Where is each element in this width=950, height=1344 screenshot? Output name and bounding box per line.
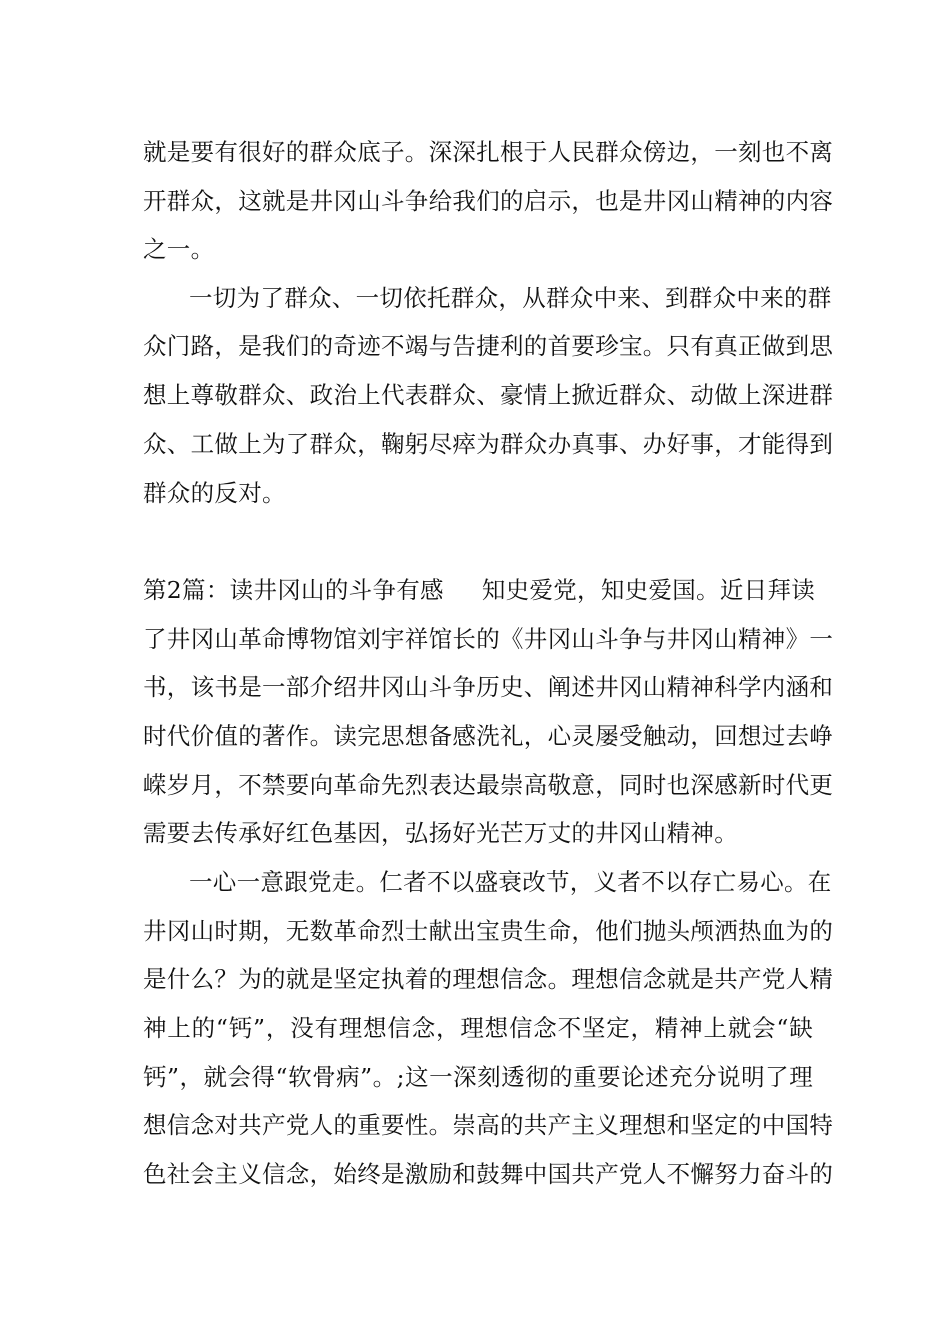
text-line: 时代价值的著作。读完思想备感洗礼，心灵屡受触动，回想过去峥 — [143, 722, 834, 750]
text-line: 是什么？为的就是坚定执着的理想信念。理想信念就是共产党人精 — [143, 965, 834, 993]
text-line: 众门路，是我们的奇迹不竭与告捷利的首要珍宝。只有真正做到思 — [143, 332, 834, 360]
text-line: 嵘岁月，不禁要向革命先烈表达最崇高敬意，同时也深感新时代更 — [143, 771, 834, 799]
section-heading-line — [143, 570, 816, 610]
text-line: 色社会主义信念，始终是激励和鼓舞中国共产党人不懈努力奋斗的 — [143, 1160, 834, 1188]
text-line: 群众的反对。 — [143, 479, 286, 507]
text-line: 想信念对共产党人的重要性。崇高的共产主义理想和坚定的中国特 — [143, 1111, 834, 1139]
text-line: 就是要有很好的群众底子。深深扎根于人民群众傍边，一刻也不离 — [143, 138, 834, 166]
text-line: 之一。 — [143, 235, 215, 263]
text-line: 钙”，就会得“软骨病”。;这一深刻透彻的重要论述充分说明了理 — [143, 1063, 813, 1091]
text-line: 想上尊敬群众、政治上代表群众、豪情上掀近群众、动做上深进群 — [143, 381, 834, 409]
text-line: 书，该书是一部介绍井冈山斗争历史、阐述井冈山精神科学内涵和 — [143, 673, 834, 701]
section-heading: 第2篇：读井冈山的斗争有感 — [143, 576, 444, 604]
text-line: 众、工做上为了群众，鞠躬尽瘁为群众办真事、办好事，才能得到 — [143, 430, 834, 458]
text-line: 神上的“钙”，没有理想信念，理想信念不坚定，精神上就会“缺 — [143, 1014, 813, 1042]
heading-continuation: 知史爱党，知史爱国。近日拜读 — [481, 576, 816, 604]
text-line: 需要去传承好红色基因，弘扬好光芒万丈的井冈山精神。 — [143, 819, 738, 847]
text-line: 开群众，这就是井冈山斗争给我们的启示，也是井冈山精神的内容 — [143, 187, 834, 215]
text-line: 井冈山时期，无数革命烈士献出宝贵生命，他们抛头颅洒热血为的 — [143, 917, 834, 945]
text-line: 一切为了群众、一切依托群众，从群众中来、到群众中来的群 — [189, 284, 832, 312]
text-line: 一心一意跟党走。仁者不以盛衰改节，义者不以存亡易心。在 — [189, 868, 832, 896]
text-line: 了井冈山革命博物馆刘宇祥馆长的《井冈山斗争与井冈山精神》一 — [143, 625, 834, 653]
